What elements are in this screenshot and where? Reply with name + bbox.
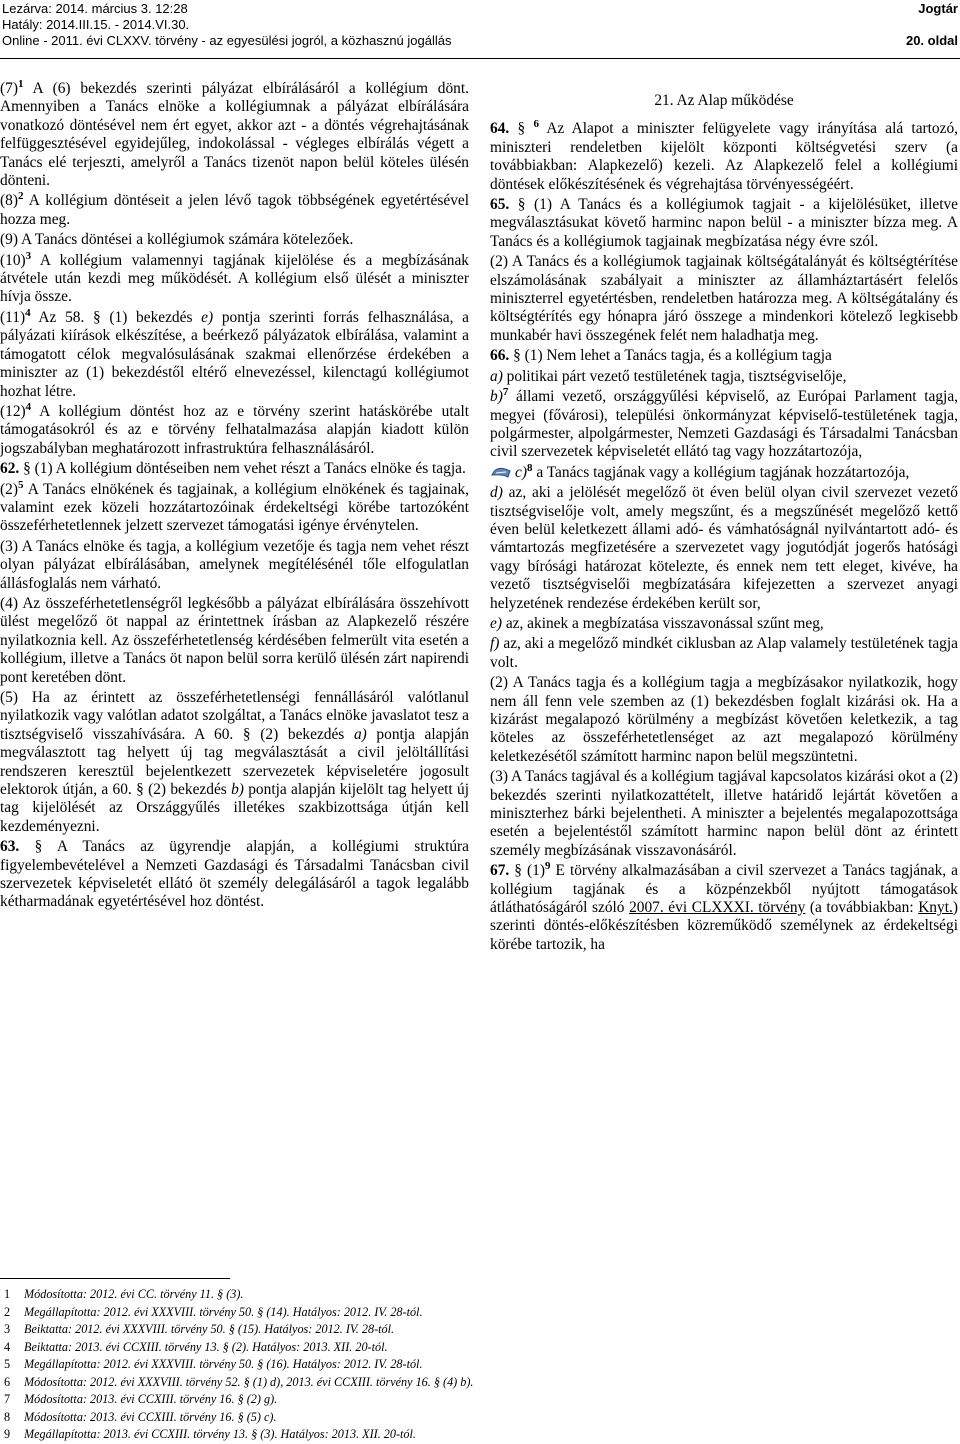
section-66-e: e) az, akinek a megbízatása visszavonással szűnt meg, [490, 614, 824, 632]
knyt-link[interactable]: Knyt. [918, 899, 953, 917]
footnote-text: Megállapította: 2013. évi CCXIII. törvény 13. § (3). Hatályos: 2013. XII. 20-tól. [24, 1427, 416, 1441]
footnote-number: 2 [4, 1304, 11, 1319]
paragraph-8: $(8)^2$ A kollégium döntéseit a jelen lévő tagok többségének egyetértésével hozza meg. [0, 190, 469, 228]
section-66-d: d) az, aki a jelölését megelőző öt éven belül olyan civil szervezet vezető tisztségviselője volt, amely megszűnt, és a megszűnését megelőző kettő éven belül keletkezett állami adó- és vámhatóságnál nyilvántartott adó- és vámtartozás megfizetésére a szervezetet vagy jogutódját jogerős hatósági vagy bírósági határozat kötelezte, és ennek nem tett eleget, kivéve, ha vezető tisztségviselői megbízatására kifejezetten a szervezet anyagi helyzetének rendezése érdekében került sor, [490, 484, 958, 612]
paragraph-11: $(11)^4$ Az 58. § (1) bekezdés e) pontja szerinti forrás felhasználása, a pályázati kiírások elkészítése, a beérkező pályázatok elbírálása, valamint a támogatott célok megvalósulásának szakmai ellenőrzése érdekében a miniszter az (1) bekezdéstől eltérő elnevezéssel, kilenctagú kollégiumot hozhat létre. [0, 306, 469, 400]
footnote-item [0, 1374, 960, 1392]
section-62-2: $(2)^5$ A Tanács elnökének és tagjainak, a kollégium elnökének és tagjainak, valamint ezek közeli hozzátartozóinak érdekeltségi körébe tartozóként összeférhetetlennek jelzett szervezet támogatási igénye érvénytelen. [0, 478, 469, 535]
section-66-2: (2) A Tanács tagja és a kollégium tagja a megbízásakor nyilatkozik, hogy nem áll fenn vele szemben az (1) bekezdésben foglalt kizárási ok. Ha a kizárást megalapozó körülmény a megbízást követően keletkezik, a tag köteles az összeférhetetlenséget az azt megalapozó körülmény keletkezésétől számított harminc napon belül megszüntetni. [490, 674, 958, 765]
left-column [0, 77, 469, 914]
header-validity: Hatály: 2014.III.15. - 2014.VI.30. [2, 17, 190, 32]
footnotes [0, 1286, 960, 1444]
footnote-text: Módosította: 2013. évi CCXIII. törvény 16. § (5) c). [24, 1409, 277, 1424]
footnote-ref[interactable]: 4 [25, 400, 32, 413]
footnote-ref[interactable]: 9 [544, 860, 551, 873]
law-link[interactable]: 2007. évi CLXXXI. törvény [629, 899, 806, 917]
page-number: 20. oldal [905, 33, 958, 48]
section-63: 63. § A Tanács az ügyrendje alapján, a kollégiumi struktúra figyelembevételével a Nemzeti Gazdasági és Társadalmi Tanácsban civil szervezetek képviseletét ellátó öt személy delegálásáról a tagok legalább kétharmadának egyetértésével hoz döntést. [0, 838, 469, 911]
section-62-5: (5) Ha az érintett az összeférhetetlenségi fennállásáról valótlanul nyilatkozik vagy valótlan adatot szolgáltat, a Tanács elnöke javaslatot tesz a tisztségviselő visszahívására. A 60. § (2) bekezdés a) pontja alapján megválasztott tag helyett új tag megválasztását a civil jelöltállítási rendszeren keresztül bejelentkezett szervezetek képviseletére jogosult elektorok útján, a 60. § (2) bekezdés b) pontja alapján kijelölt tag helyett új tag kijelölését az Országgyűlés illetékes szakbizottsága útján kell kezdeményezni. [0, 689, 469, 835]
section-62-4: (4) Az összeférhetetlenségről legkésőbb a pályázat elbírálására összehívott ülést megelőző öt nappal az érintettnek írásban az Alapkezelő részére nyilatkoznia kell. Az összeférhetetlenség kérdésében felmerült vita esetén a kollégium, illetve a Tanács öt napon belül sorra kerülő ülésén zárt napirendi pont keretében dönt. [0, 594, 469, 686]
footnote-item [0, 1356, 960, 1374]
section-65-2: (2) A Tanács és a kollégiumok tagjainak költségátalányát és költségtérítése elszámolásának szabályait a miniszter az államháztartásért felelős miniszterrel egyetértésben, rendeletben határozza meg. A költségátalány és költségtérítés egy hónapra járó összege a mindenkori kötelező legkisebb munkabér havi összegének felét nem haladhatja meg. [490, 253, 958, 344]
footnote-ref[interactable]: 8 [526, 461, 533, 474]
header-info [2, 1, 451, 49]
footnote-number: 3 [4, 1322, 11, 1336]
footnote-ref[interactable]: 4 [25, 306, 31, 319]
section-66-c: c)$^8$ a Tanács tagjának vagy a kollégium tagjának hozzátartozója, [490, 464, 958, 482]
page-header [0, 0, 960, 50]
footnote-number: 9 [4, 1427, 11, 1441]
header-rule [0, 58, 960, 59]
section-66-1: 66. § (1) Nem lehet a Tanács tagja, és a kollégium tagja [490, 347, 832, 365]
footnote-item [0, 1321, 960, 1339]
footnote-number: 5 [4, 1357, 11, 1371]
footnote-rule [0, 1278, 230, 1279]
section-66-b: b)$^7$ állami vezető, országgyűlési képviselő, az Európai Parlament tagja, megyei (fővárosi), települési önkormányzat képviselő-testületének tagja, polgármester, alpolgármester, Nemzeti Gazdasági és Társadalmi Tanácsban civil szervezetek képviseletét ellátó tag vagy hozzátartozója, [490, 385, 958, 461]
footnote-text: Módosította: 2012. évi XXXVIII. törvény 52. § (1) d), 2013. évi CCXIII. törvény 16. § (4) b). [24, 1374, 474, 1389]
paragraph-10: $(10)^3$ A kollégium valamennyi tagjának kijelölése és a megbízásának átvétele után kezdi meg működését. A kollégium első ülését a miniszter hívja össze. [0, 249, 469, 306]
paragraph-7: $(7)^1$ A (6) bekezdés szerinti pályázat elbírálásáról a kollégium dönt. Amennyiben a Tanács elnöke a kollégiumnak a pályázat elbírálására vonatkozó döntésével nem ért egyet, akkor azt - a döntés végrehajtásának felfüggesztésével egyidejűleg, indokolással - végleges elbírálás végett a Tanács elé terjeszti, amelyről a Tanács tizenöt napon belül köteles ülésén dönteni. [0, 77, 469, 190]
header-closed-date: Lezárva: 2014. március 3. 12:28 [2, 1, 188, 16]
amendment-marker-icon [490, 465, 512, 479]
footnote-item [0, 1426, 960, 1444]
footnote-text: Beiktatta: 2013. évi CCXIII. törvény 13. § (2). Hatályos: 2013. XII. 20-tól. [24, 1339, 388, 1354]
footnote-item [0, 1339, 960, 1357]
footnote-number: 4 [4, 1339, 11, 1354]
section-heading: 21. Az Alap működése [654, 92, 794, 109]
section-65-1: 65. § (1) A Tanács és a kollégiumok tagjait - a kijelölésüket, illetve megválasztásukat követő harminc napon belül - a miniszter bízza meg. A Tanács és a kollégiumok tagjainak megbízatása négy évre szól. [490, 196, 958, 250]
footnote-text: Megállapította: 2012. évi XXXVIII. törvény 50. § (16). Hatályos: 2012. IV. 28-tól. [24, 1357, 423, 1371]
footnote-text: Módosította: 2013. évi CCXIII. törvény 16. § (2) g). [24, 1392, 278, 1406]
section-66-a: a) politikai párt vezető testületének tagja, tisztségviselője, [490, 367, 847, 385]
footnote-number: 6 [4, 1374, 11, 1389]
footnote-ref[interactable]: 6 [533, 118, 539, 131]
footnote-ref[interactable]: 3 [25, 249, 32, 262]
footnote-text: Beiktatta: 2012. évi XXXVIII. törvény 50. § (15). Hatályos: 2012. IV. 28-tól. [24, 1322, 395, 1336]
section-66-3: (3) A Tanács tagjával és a kollégium tagjával kapcsolatos kizárási okot a (2) bekezdés szerinti nyilatkozattételt, illetve határidő lejártát követően a miniszterhez bárki bejelentheti. A miniszter a bejelentés megalapozottsága esetén a bejelentéstől számított harminc napon belül dönt az érintett személy megbízásának visszavonásáról. [490, 768, 958, 859]
footnote-item [0, 1409, 960, 1427]
right-column [490, 92, 958, 956]
footnote-number: 8 [4, 1409, 11, 1424]
footnote-ref[interactable]: 7 [502, 385, 509, 398]
footnote-text: Módosította: 2012. évi CC. törvény 11. § (3). [24, 1287, 244, 1301]
footnote-item [0, 1304, 960, 1322]
paragraph-12: $(12)^4$ A kollégium döntést hoz az e törvény szerint hatáskörébe utalt támogatásokról és az e törvény felhatalmazása alapján kiadott külön jogszabályban meghatározott infrastruktúra felhasználásáról. [0, 400, 469, 457]
section-62-1: 62. § (1) A kollégium döntéseiben nem vehet részt a Tanács elnöke és tagja. [0, 460, 466, 478]
footnote-item [0, 1286, 960, 1304]
footnote-number: 1 [4, 1287, 11, 1301]
footnote-ref[interactable]: 2 [17, 190, 24, 203]
footnote-ref[interactable]: 5 [17, 478, 24, 491]
header-law-title: Online - 2011. évi CLXXV. törvény - az egyesülési jogról, a közhasznú jogállás [2, 33, 452, 48]
section-62-3: (3) A Tanács elnöke és tagja, a kollégium vezetője és tagja nem vehet részt olyan pályázat elbírálásában, amelynek megítélésénél tőle elfogulatlan állásfoglalás nem várható. [0, 537, 469, 592]
section-67: 67. § $(1)^9$ E törvény alkalmazásában a civil szervezet a Tanács tagjának, a kollégium tagjának és a közpénzekből nyújtott támogatások átláthatóságáról szóló 2007. évi CLXXXI. törvény (a továbbiakban: Knyt.) szerinti döntés-előkészítésben közreműködő személynek az érdekeltségi körébe tartozik, ha [490, 860, 959, 953]
paragraph-9: (9) A Tanács döntései a kollégiumok számára kötelezőek. [0, 231, 354, 249]
brand-label: Jogtár [918, 1, 958, 16]
footnote-item [0, 1391, 960, 1409]
footnote-text: Megállapította: 2012. évi XXXVIII. törvény 50. § (14). Hatályos: 2012. IV. 28-tól. [24, 1304, 423, 1319]
footnote-ref[interactable]: 1 [17, 77, 24, 90]
footnote-number: 7 [4, 1392, 11, 1406]
section-66-f: f) az, aki a megelőző mindkét ciklusban az Alap valamely testületének tagja volt. [490, 635, 958, 671]
section-64: 64. § $^6$ Az Alapot a miniszter felügyelete vagy irányítása alá tartozó, miniszteri rendeletben kijelölt központi költségvetési szerv (a továbbiakban: Alapkezelő) kezeli. Az Alapkezelő felel a kollégiumi döntések előkészítésének és végrehajtása törvényességéért. [490, 118, 958, 193]
